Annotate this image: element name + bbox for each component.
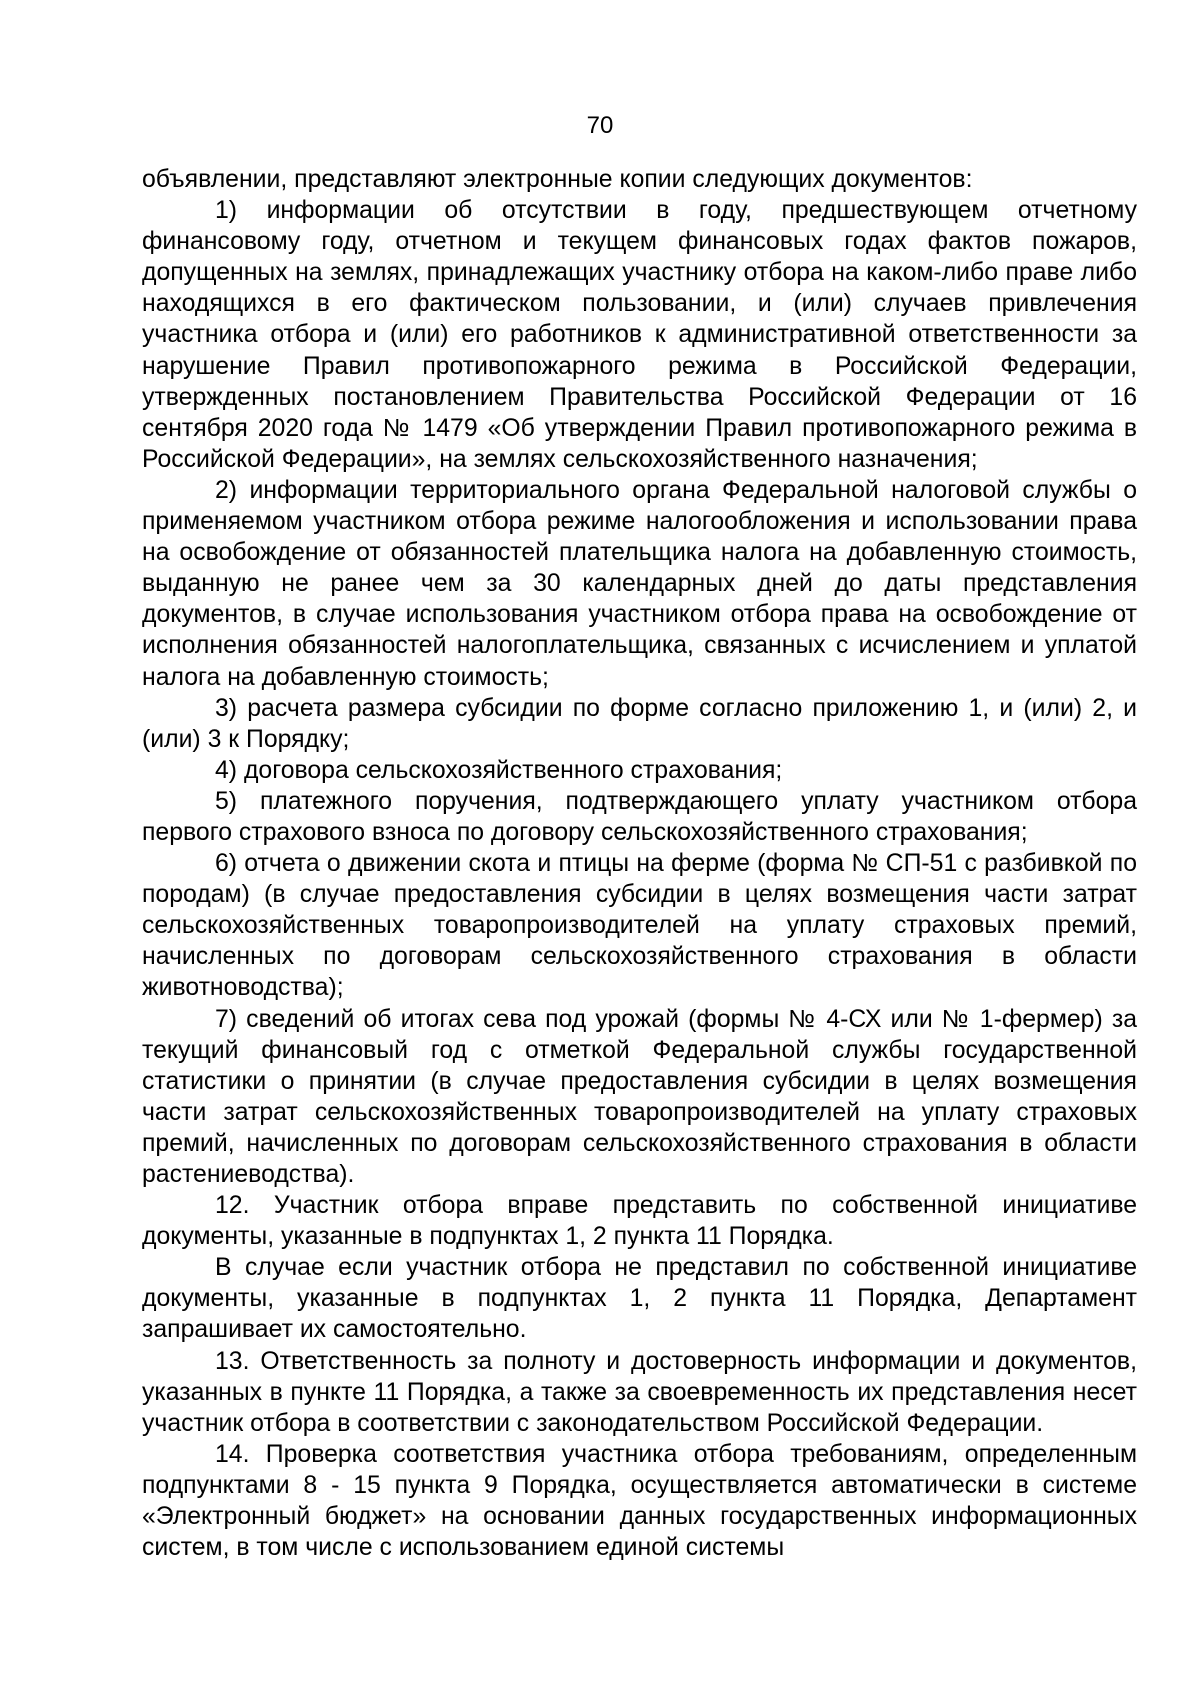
list-item-5: 5) платежного поручения, подтверждающего уплату участником отбора первого страхового взноса по договору сельскохозяйственного страхования; — [142, 787, 1137, 846]
clause-12: 12. Участник отбора вправе представить по собственной инициативе документы, указанные в подпунктах 1, 2 пункта 11 Порядка. — [142, 1192, 1137, 1251]
clause-13: 13. Ответственность за полноту и достоверность информации и документов, указанных в пункте 11 Порядка, а также за своевременность их представления несет участник отбора в соответствии с законодательством Российской Федерации. — [142, 1347, 1137, 1437]
clause-12-continuation: В случае если участник отбора не представил по собственной инициативе документы, указанные в подпунктах 1, 2 пункта 11 Порядка, Департамент запрашивает их самостоятельно. — [142, 1254, 1137, 1344]
paragraph-continuation: объявлении, представляют электронные копии следующих документов: — [142, 166, 973, 193]
page-number: 70 — [586, 112, 614, 139]
list-item-7: 7) сведений об итогах сева под урожай (формы № 4-СХ или № 1-фермер) за текущий финансовый год с отметкой Федеральной службы государственной статистики о принятии (в случае предоставления субсидии в целях возмещения части затрат сельскохозяйственных товаропроизводителей на уплату страховых премий, начисленных по договорам сельскохозяйственного страхования в области растениеводства). — [142, 1005, 1137, 1188]
list-item-4: 4) договора сельскохозяйственного страхования; — [215, 756, 783, 784]
document-body — [142, 164, 1137, 1563]
clause-14: 14. Проверка соответствия участника отбора требованиям, определенным подпунктами 8 - 15 пункта 9 Порядка, осуществляется автоматически в системе «Электронный бюджет» на основании данных государственных информационных систем, в том числе с использованием единой системы — [142, 1440, 1137, 1562]
list-item-1: 1) информации об отсутствии в году, предшествующем отчетному финансовому году, отчетном и текущем финансовых годах фактов пожаров, допущенных на землях, принадлежащих участнику отбора на каком-либо праве либо находящихся в его фактическом пользовании, и (или) случаев привлечения участника отбора и (или) его работников к административной ответственности за нарушение Правил противопожарного режима в Российской Федерации, утвержденных постановлением Правительства Российской Федерации от 16 сентября 2020 года № 1479 «Об утверждении Правил противопожарного режима в Российской Федерации», на землях сельскохозяйственного назначения; — [142, 197, 1137, 473]
list-item-2: 2) информации территориального органа Федеральной налоговой службы о применяемом участником отбора режиме налогообложения и использовании права на освобождение от обязанностей плательщика налога на добавленную стоимость, выданную не ранее чем за 30 календарных дней до даты представления документов, в случае использования участником отбора права на освобождение от исполнения обязанностей налогоплательщика, связанных с исчислением и уплатой налога на добавленную стоимость; — [142, 476, 1137, 691]
list-item-6: 6) отчета о движении скота и птицы на ферме (форма № СП-51 с разбивкой по породам) (в случае предоставления субсидии в целях возмещения части затрат сельскохозяйственных товаропроизводителей на уплату страховых премий, начисленных по договорам сельскохозяйственного страхования в области животноводства); — [142, 850, 1137, 1002]
list-item-3: 3) расчета размера субсидии по форме согласно приложению 1, и (или) 2, и (или) 3 к Порядку; — [142, 694, 1137, 753]
